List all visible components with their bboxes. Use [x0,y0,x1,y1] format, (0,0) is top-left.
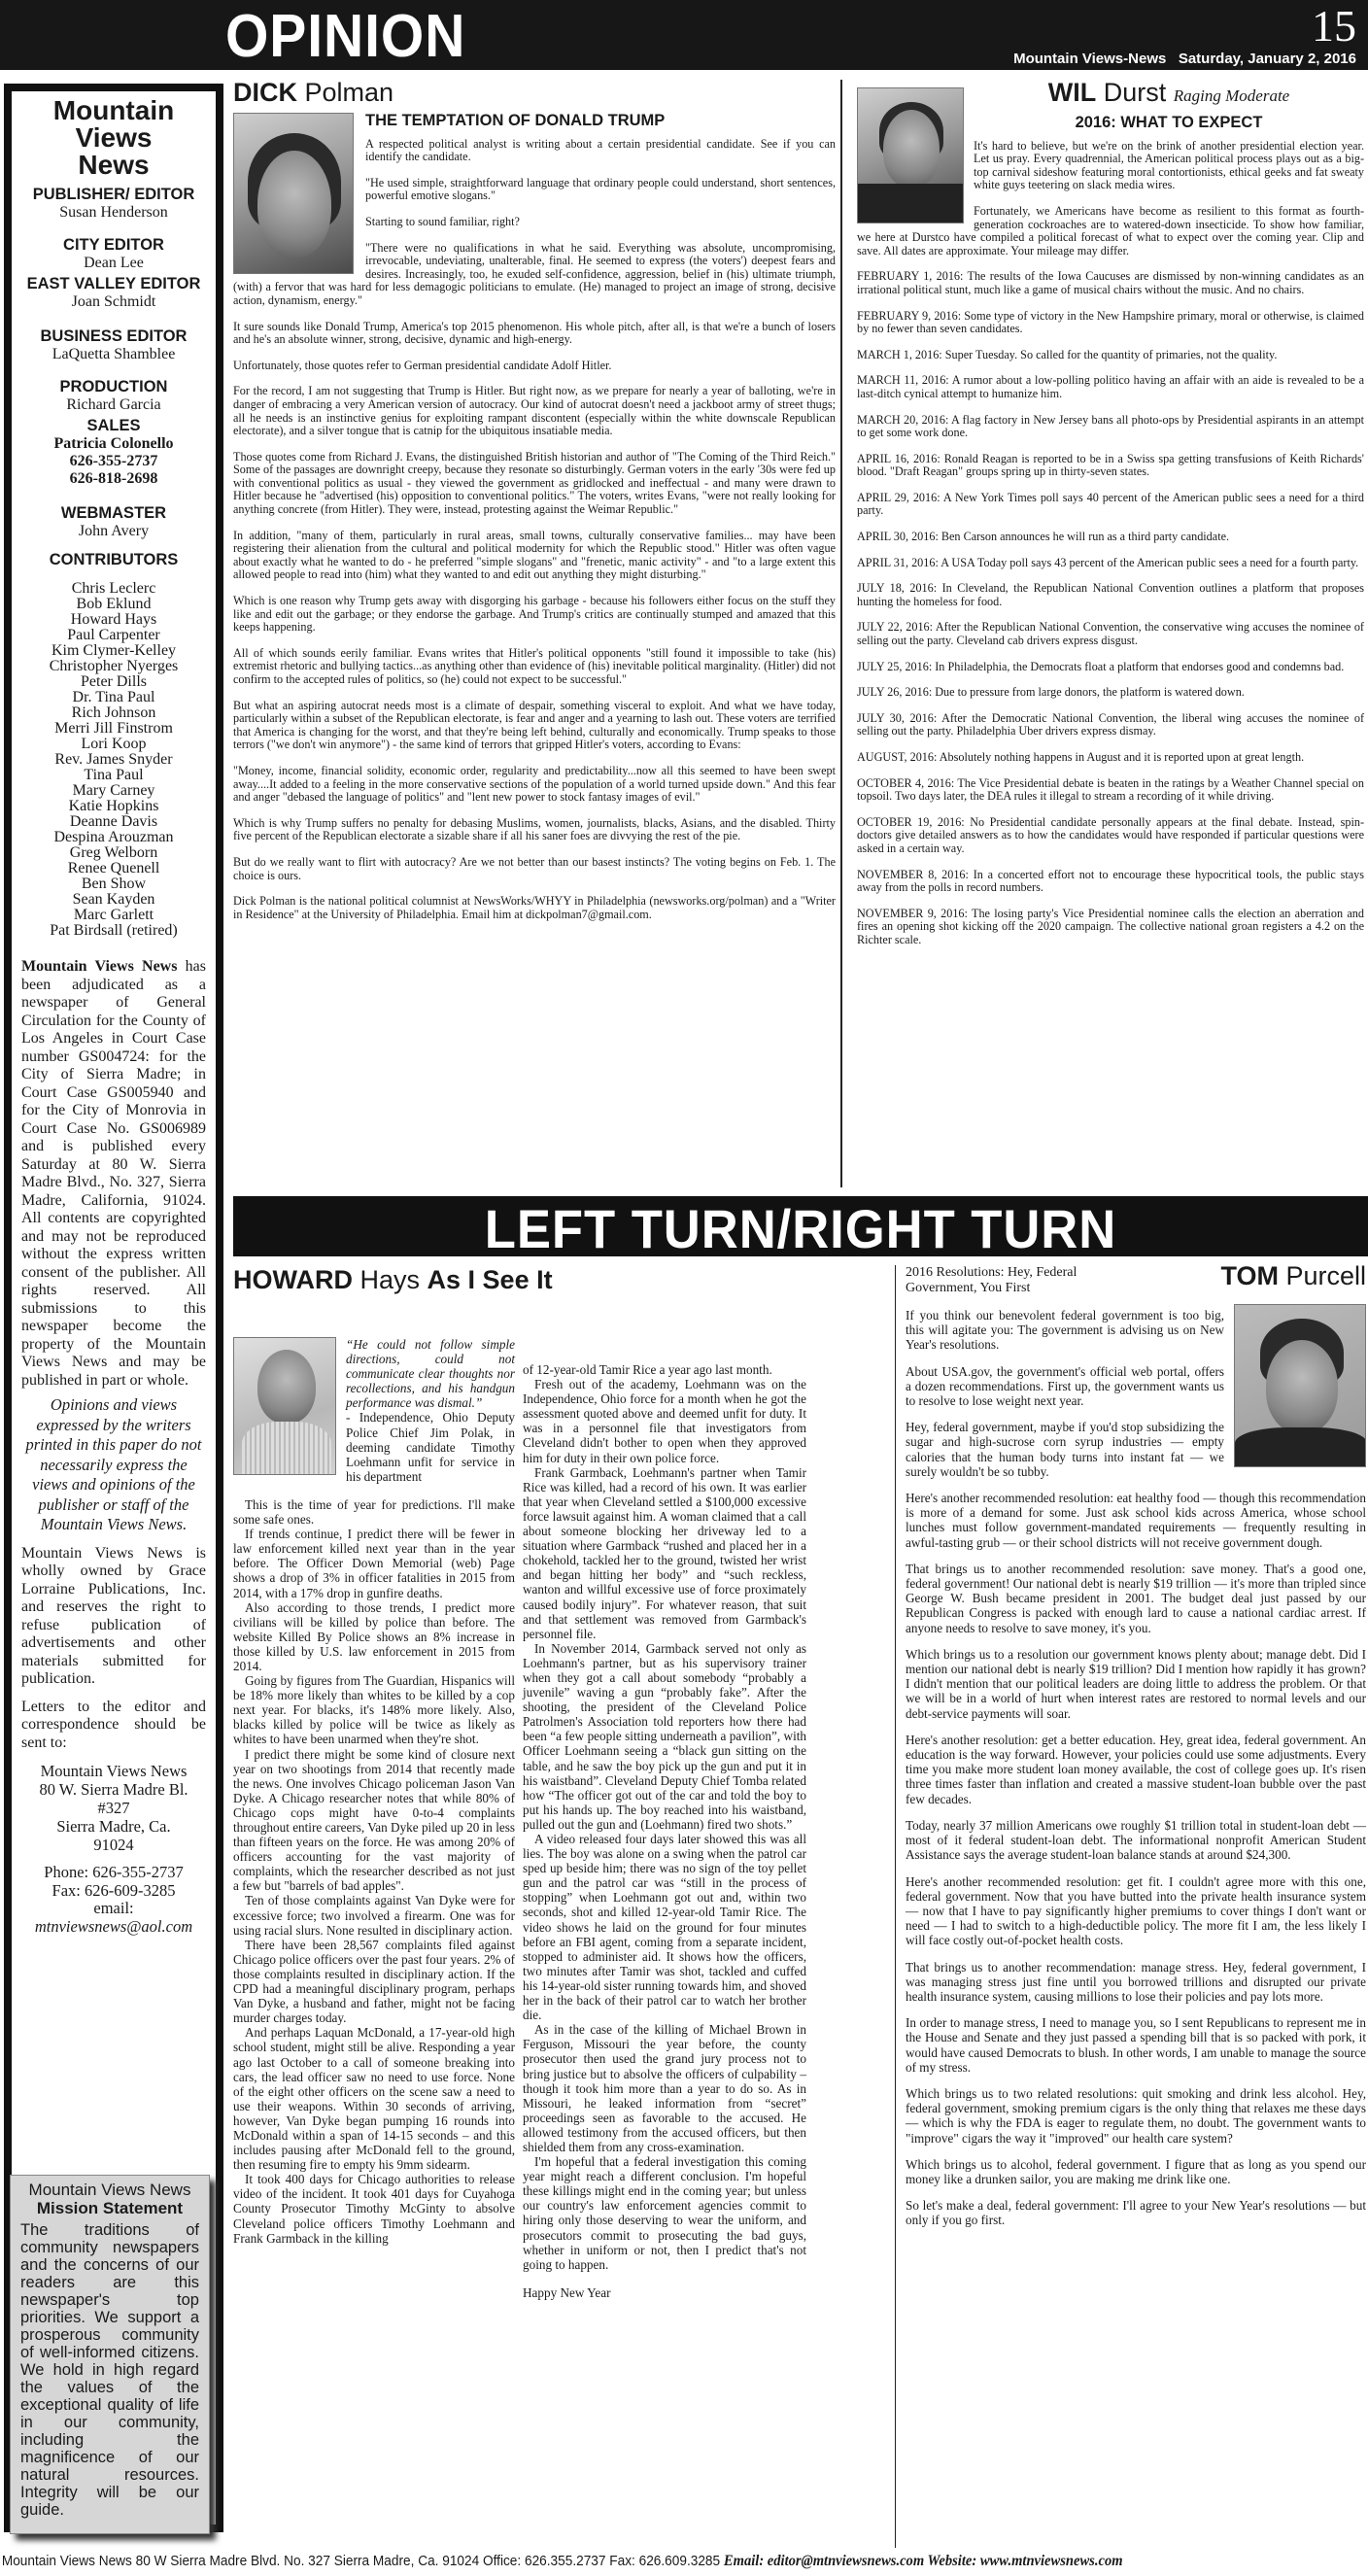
paragraph: So let's make a deal, federal government: I'll agree to your New Year's resolutions — but only if you go first. [906,2198,1366,2228]
staff-name: Richard Garcia [66,396,161,413]
ownership-notice: Mountain Views News is wholly owned by Grace Lorraine Publications, Inc. and reserves the right to refuse publication of advertisements and other materials submitted for publication. [21,1544,206,1687]
contributor: Dr. Tina Paul [72,689,155,705]
contributors-list [21,581,206,939]
paper-name-line: Views [75,122,153,153]
contributor: Sean Kayden [72,891,155,908]
hays-col-2 [523,1362,806,2300]
contributor: Despina Arouzman [53,829,174,845]
paragraph: But do we really want to flirt with autocracy? Are we not better than our basest instincts? The voting begins on Feb. 1. The choice is ours. [233,854,836,882]
column-divider [840,80,842,1187]
quote-attribution: - Independence, Ohio Deputy Police Chief Jim Polak, in deeming candidate Timothy Loehmann unfit for service in his department [346,1410,515,1484]
paragraph: I predict there might be some kind of closure next year on two shootings from 2014 that recently made the news. One involves Chicago policeman Jason Van Dyke. A Chicago researcher notes that while 80% of Chicago cops might have 0-to-4 complaints throughout entire careers, Van Dyke piled up 20 in less than fifteen years on the force. He was among 20% of officers accounting for the vast majority of complaints, which the researcher described as not just a few but "barrels of bad apples". [233,1746,515,1894]
page-number: 15 [1312,1,1356,51]
address-line: 80 W. Sierra Madre Bl. [39,1780,188,1799]
paragraph: Starting to sound familiar, right? [365,214,520,228]
legal-notice-text: has been adjudicated as a newspaper of General Circulation for the County of Los Angeles in Court Case number GS004724: for the City of Sierra Madre; in Court Case GS005940 and for the City of Monrovia in Court Case No. GS006989 and is published every Saturday at 80 W. Sierra Madre Blvd., No. 327, Sierra Madre, California, 91024. All contents are copyrighted and may not be reproduced without the express written consent of the publisher. All rights reserved. All submissions to this newspaper become the property of the Mountain Views News and may be published in part or whole. [21,958,206,1389]
contributor: Rich Johnson [71,704,156,721]
contact-info [21,1864,206,1936]
paragraph: It took 400 days for Chicago authorities to release video of the incident. It took 401 days for Cuyahoga County Prosecutor Timothy McGinty to absolve Cleveland police officers Timothy Loehmann and Frank Garmback in the killing [233,2172,515,2246]
paragraph: In order to manage stress, I need to manage you, so I sent Republicans to represent me in the House and Senate and they just passed a spending bill that is so packed with pork, it would have caused Democrats to blush. In other words, I am unable to manage the source of my stress. [906,2015,1366,2075]
paragraph: MARCH 11, 2016: A rumor about a low-polling politico having an affair with an aide is revealed to be a last-ditch cynical attempt to humanize him. [857,373,1364,400]
purcell-byline [1220,1261,1366,1290]
paragraph: Those quotes come from Richard J. Evans, the distinguished British historian and author of "The Coming of the Third Reich." Some of the passages are downright creepy, because they resonate so disturbingly. German voters in the early '30s were fed up with conventional politics as usual - they viewed the government as gridlocked and ineffectual - and many were drawn to Hitler because he "advertised (his) opposition to conventional politics." The voters, writes Evans, "were not really looking for anything concrete (from Hitler). They were, instead, protesting against the Weimar Republic." [233,449,836,517]
purcell-column [906,1263,1366,2228]
footer-email-website[interactable]: Email: editor@mtnviewsnews.com Website: www.mtnviewsnews.com [723,2553,1123,2569]
staff-role: WEBMASTER [60,504,167,522]
staff-name: LaQuetta Shamblee [51,346,176,362]
paragraph: APRIL 16, 2016: Ronald Reagan is reported to be in a Swiss spa getting transfusions of Keith Richards' blood. "Draft Reagan" groups spring up in thirty-seven states. [857,451,1364,479]
byline-first: HOWARD [233,1265,353,1294]
paragraph: There have been 28,567 complaints filed against Chicago police officers over the past four years. 2% of those complaints resulted in disciplinary action. If the CPD had a meaningful disciplinary program, perhaps Van Dyke, a husband and father, might not be facing murder charges today. [233,1937,515,2026]
paragraph: APRIL 31, 2016: A USA Today poll says 43 percent of the American public sees a need for a fourth party. [857,555,1359,569]
hays-column [233,1265,816,2300]
paragraph: Which brings us to alcohol, federal government. I figure that as long as you spend our money like a drunken sailor, you are making me drink like one. [906,2156,1366,2186]
contributor: Peter Dills [81,673,147,690]
paragraph: AUGUST, 2016: Absolutely nothing happens in August and it is reported upon at great length. [857,750,1305,764]
paragraph: Unfortunately, those quotes refer to German presidential candidate Adolf Hitler. [233,358,612,372]
staff-box [12,91,216,2524]
byline-first: DICK [233,78,297,107]
purcell-header [906,1263,1366,1302]
paragraph: Ten of those complaints against Van Dyke were for excessive force; two involved a firearm. One was for using racial slurs. None resulted in disciplinary action. [233,1893,515,1938]
paragraph: Which brings us to two related resolutions: quit smoking and drink less alcohol. Hey, federal government, smoking premium cigars is the only thing that relaxes me these days — which is why the FDA is eager to regulate them, no doubt. The government wants to "improve" cigars the way it "improved" our health care system? [906,2085,1366,2146]
legal-notice-lead: Mountain Views News [21,958,178,975]
staff-name: John Avery [78,523,150,539]
byline-last: Durst [1096,78,1174,107]
durst-photo [857,87,964,223]
paragraph: Hey, federal government, maybe if you'd stop subsidizing the sugar and high-sucrose corn syrup industries — empty calories that the human body turns into instant fat — we surely wouldn't be so tubby. [906,1420,1224,1479]
section-title: OPINION [225,3,466,70]
byline-last: Polman [297,78,394,107]
paragraph: And perhaps Laquan McDonald, a 17-year-old high school student, might still be alive. Responding a year ago last October to a call of someone breaking into cars, the lead officer saw no need to use force. None of the eight other officers on the scene saw a need to use their weapons. Within 30 seconds of arriving, however, Van Dyke began pumping 16 rounds into McDonald within a span of 14-15 seconds – and this includes pausing after McDonald fell to the ground, then resuming fire to empty his 9mm sidearm. [233,2025,515,2173]
paper-name-line: News [78,150,150,180]
contributor: Kim Clymer-Kelley [51,642,177,659]
paragraph: Here's another recommended resolution: eat healthy food — though this recommendation is more of a demand for some. Just ask school kids across America, whose school lunches must follow government-mandated requirements — frequently resulting in awful-tasting grub — or their school districts will not receive government dough. [906,1491,1366,1550]
hays-col-1 [233,1327,515,2246]
paragraph: That brings us to another recommendation: manage stress. Hey, federal government, I was managing stress just fine until you borrowed trillions and disrupted our private health insurance system, causing millions to lose their policies and pay lots more. [906,1959,1366,2004]
legal-notice [21,958,206,1390]
email-link[interactable]: mtnviewsnews@aol.com [34,1916,193,1936]
staff-phone: 626-818-2698 [69,470,158,487]
paragraph: For the record, I am not suggesting that Trump is Hitler. But right now, as we prepare for nearly a year of balloting, we're in danger of embracing a very American version of autocracy. Our kind of autocrat doesn't need a jackboot army of street thugs; all he needs is an instinctive genius for exploiting rampant discontent (especially within the white downscale Republican electorate), and a silver tongue that is catnip for the ubiquitous insatiable media. [233,384,836,438]
paragraph: Which is why Trump suffers no penalty for debasing Muslims, women, journalists, blacks, Asians, and the disabled. Thirty five percent of the Republican electorate a sizable share if all his saner foes are divvying the rest of the pie. [233,815,836,843]
paragraph: This is the time of year for predictions. I'll make some safe ones. [233,1496,515,1528]
byline-last: Purcell [1278,1261,1366,1290]
contributor: Rev. James Snyder [54,751,173,768]
polman-headline: THE TEMPTATION OF DONALD TRUMP [365,112,666,129]
contributor: Merri Jill Finstrom [54,720,173,737]
staff-name: Susan Henderson [59,204,168,221]
author-bio: Dick Polman is the national political columnist at NewsWorks/WHYY in Philadelphia (newsworks.org/polman) and a "Writer in Residence" at the University of Philadelphia. Email him at dickpolman7@gmail.com. [233,894,836,921]
byline-first: TOM [1220,1261,1279,1290]
paragraph: of 12-year-old Tamir Rice a year ago last month. [523,1362,772,1377]
section-banner [233,1196,1368,1259]
contributor: Renee Quenell [67,860,160,876]
fax-number: Fax: 626-609-3285 [51,1880,176,1900]
paragraph: But what an aspiring autocrat needs most is a climate of despair, something visceral to exploit. And what we have today, particularly within a subset of the Republican electorate, is fear and anger and a yearning to lash out. These voters are terrified that America is changing for the worst, and that they're being left behind, culturally and economically. Trump speaks to those terrors ("we don't win anymore") - the same kind of terrors that gripped Hitler's voters, according to Evans: [233,698,836,752]
paragraph: In November 2014, Garmback served not only as Loehmann's partner, but as his supervisory trainer when they got a call about somebody “probably a juvenile” waving a gun “probably fake”. After the shooting, the president of the Cleveland Police Patrolmen's Association told reporters how there had been “a few people sitting underneath a pavilion”, with Officer Loehmann seeing a “black gun sitting on the table, and he saw the boy pick up the gun and put it in his waistband”. Cleveland Deputy Chief Tomba related how “The officer got out of the car and told the boy to put his hands up. The boy reached into his waistband, pulled out the gun and (Loehmann) fired two shots.” [523,1640,806,1832]
address-line: Mountain Views News [40,1762,188,1780]
paragraph: Here's another recommended resolution: get fit. I couldn't agree more with this one, federal government. Now that you have butted into the private health insurance system — now that I have to pay significantly higher premiums to cover things I don't want or need — I had to switch to a high-deductible policy. The more fit I am, the less likely I will face costly out-of-pocket health costs. [906,1873,1366,1948]
address-line: #327 [97,1799,130,1817]
byline-tagline: Raging Moderate [1173,86,1290,105]
address-line: Sierra Madre, Ca. [56,1817,171,1836]
mission-statement-box [10,2175,210,2534]
paragraph: Fortunately, we Americans have become as resilient to this format as fourth-generation cockroaches are to watered-down insecticide. To show how familiar, we here at Durstco have compiled a political forecast of what to expect over the coming year. Clip and save. All dates are approximate. Your mileage may differ. [857,203,1364,258]
page-footer [0,2553,1245,2576]
staff-role: CITY EDITOR [63,236,164,254]
paragraph: A respected political analyst is writing about a certain presidential candidate. See if you can identify the candidate. [365,136,836,164]
staff-role: PUBLISHER/ EDITOR [32,186,195,203]
contributor: Deanne Davis [69,813,158,830]
footer-paper-name: Mountain Views News [1,2553,132,2569]
spacer [523,2272,806,2285]
masthead [0,0,1368,70]
letters-notice: Letters to the editor and correspondence should be sent to: [21,1698,206,1751]
contributor: Chris Leclerc [71,580,156,597]
hays-photo [233,1337,336,1475]
hays-byline [233,1265,816,1294]
contributor: Bob Eklund [76,596,152,612]
paragraph: About USA.gov, the government's official web portal, offers a dozen recommendations. First up, the government wants us to resolve to lose weight next year. [906,1363,1224,1409]
contributor: Greg Welborn [69,844,158,861]
paragraph: A video released four days later showed this was all lies. The boy was alone on a swing when the patrol car sped up beside him; there was no sign of the toy pellet gun and the patrol car was “still in the process of stopping” when Loehmann got out and, within two seconds, shot and killed 12-year-old Tamir Rice. The video shows he laid on the ground for four minutes before an FBI agent, coming from a separate incident, stopped to administer aid. It shows how the officers, two minutes after Tamir was shot, tackled and cuffed his 14-year-old sister running towards him, and shoved her in the back of their patrol car to watch her brother die. [523,1832,806,2023]
contributor: Paul Carpenter [67,627,160,643]
staff-role: BUSINESS EDITOR [40,327,188,345]
paragraph: All of which sounds eerily familiar. Evans writes that Hitler's political opponents "still found it impossible to take (his) extremist rhetoric and bullying tactics...as anything other than evidence of (his) inevitable political marginality. (Hitler) did not confirm to the accepted rules of politics, so (he) could not expect to be successful." [233,645,836,686]
staff-role: CONTRIBUTORS [49,551,179,568]
paragraph: JULY 30, 2016: After the Democratic National Convention, the liberal wing accuses the nominee of selling out the party. Philadelphia Uber drivers express dismay. [857,710,1364,738]
paragraph: Also according to those trends, I predict more civilians will be killed by police than before. The website Killed By Police shows an 8% increase in those killed by U.S. law enforcement in 2015 from 2014. [233,1599,515,1673]
column-divider [895,1265,896,2548]
paragraph: It sure sounds like Donald Trump, America's top 2015 phenomenon. His whole pitch, after all, is that we're a bunch of losers and he's an absolute winner, strong, decisive, dynamic and high-energy. [233,319,836,347]
paragraph: "There were no qualifications in what he said. Everything was absolute, uncompromising, irrevocable, undeviating, unalterable, final. He seemed to express (the voters') deepest fears and desires. Increasingly, too, he exuded self-confidence, aggression, belief in (his) ultimate triumph, (with) a fervor that was hard for less demagogic politicians to emulate. (He) managed to project an image of strong, decisive action, dynamism, energy." [233,240,836,307]
phone-number: Phone: 626-355-2737 [44,1863,184,1881]
paragraph: FEBRUARY 1, 2016: The results of the Iowa Caucuses are dismissed by non-winning candidates as an irrational political stunt, much like a game of musical chairs without the music. And no chairs. [857,269,1364,296]
mission-text: The traditions of community newspapers and the concerns of our readers are this newspaper's top priorities. We support a prosperous community of well-informed citizens. We hold in high regard the values of the exceptional quality of life in our community, including the magnificence of our natural resources. Integrity will be our guide. [20,2221,199,2519]
polman-column [233,78,836,934]
mission-subtitle: Mission Statement [36,2199,184,2217]
paragraph: APRIL 29, 2016: A New York Times poll says 40 percent of the American public sees a need for a third party. [857,490,1364,518]
purcell-photo [1234,1304,1366,1467]
paragraph: JULY 22, 2016: After the Republican National Convention, the conservative wing accuses the nominee of selling out the party. Cleveland cab drivers express disgust. [857,620,1364,648]
polman-photo [233,113,354,274]
staff-role: SALES [86,417,141,434]
contributor: Howard Hays [70,611,157,628]
paragraph: I'm hopeful that a federal investigation this coming year might reach a different conclusion. I'm hopeful these killings might end in the coming year; but unless our country's law enforcement agencies commit to hiring only those deserving to wear the uniform, and prosecutors commit to prosecuting the bad guys, whether in uniform or not, then I predict that's not going to happen. [523,2154,806,2272]
paragraph: OCTOBER 19, 2016: No Presidential candidate personally appears at the final debate. Instead, spin-doctors give detailed answers as to how the candidates would have responded if particular questions were asked in a certain way. [857,814,1364,855]
contributor: Tina Paul [84,767,144,783]
mailing-address [21,1762,206,1854]
paragraph: Which brings us to a resolution our government knows plenty about; manage debt. Did I mention our national debt is nearly $19 trillion? Did I mention how rapidly it has grown? I didn't mention that our political leaders are doing little to address the problem. Or that we will be in a world of hurt when interest rates are restored to normal levels and our debt-service payments will soar. [906,1646,1366,1721]
pull-quote: “He could not follow simple directions, could not communicate clear thoughts nor recollections, and his handgun performance was dismal.” [346,1337,515,1411]
dateline: Mountain Views-News Saturday, January 2, 2016 [1013,51,1356,67]
paragraph: If trends continue, I predict there will be fewer in law enforcement killed next year than in the year before. The Officer Down Memorial (web) Page shows a drop of 3% in officer fatalities in 2015 from 2014, with a 17% drop in gunfire deaths. [233,1527,515,1600]
contributor: Christopher Nyerges [49,658,179,674]
paragraph: Which is one reason why Trump gets away with disgorging his garbage - because his followers either focus on the stuff they like and edit out the garbage; or they endorse the garbage. And Trump's critics are continually stumped and amazed that this keeps happening. [233,594,836,635]
staff-name: Joan Schmidt [71,293,156,310]
paragraph: APRIL 30, 2016: Ben Carson announces he will run as a third party candidate. [857,530,1230,544]
paragraph: JULY 25, 2016: In Philadelphia, the Democrats float a platform that endorses good and condemns bad. [857,659,1345,673]
paragraph: JULY 18, 2016: In Cleveland, the Republican National Convention outlines a platform that proposes hunting the homeless for food. [857,581,1364,608]
paragraph: That brings us to another recommended resolution: save money. That's a good one, federal government! Our national debt is nearly $19 trillion — it's more than tripled since George W. Bush became president in 2001. The budget deal just passed by our Republican Congress is packed with enough lard to cause a national cardiac arrest. If anyone needs to resolve to save money, it's you. [906,1561,1366,1635]
contributor: Katie Hopkins [68,798,159,814]
paragraph: NOVEMBER 8, 2016: In a concerted effort not to encourage these hypocritical tools, the public stays away from the polls in record numbers. [857,867,1364,895]
staff-phone: 626-355-2737 [69,453,158,469]
paragraph: "Money, income, financial solidity, economic order, regularity and predictability...now all this seemed to have been swept away....It added to a feeling in the more conservative sections of the population of a world turned upside down." And this fear and anger "debased the language of politics" and "lent new power to stock fantasy images of evil." [233,763,836,805]
paragraph: OCTOBER 4, 2016: The Vice Presidential debate is beaten in the ratings by a Weather Channel special on topsoil. Two days later, the DEA rules it illegal to stream a recording of it while driving. [857,775,1364,804]
durst-headline: 2016: WHAT TO EXPECT [1075,114,1263,131]
paragraph: As in the case of the killing of Michael Brown in Ferguson, Missouri the year before, the county prosecutor then used the grand jury process not to bring justice but to absolve the officers of culpability – though it took him more than a year to do so. As in Missouri, he leaked information from “secret” proceedings seen as favorable to the accused. He allowed testimony from the accused officers, but then shielded them from any cross-examination. [523,2022,806,2154]
column-name: As I See It [427,1265,553,1294]
paragraph: Fresh out of the academy, Loehmann was on the Independence, Ohio force for a month when he got the assessment quoted above and deemed unfit for duty. It was in a personnel file that investigators from Cleveland didn't bother to open when they approved him for duty in their own police force. [523,1377,806,1465]
contributor: Marc Garlett [73,907,154,923]
contributor: Lori Koop [81,736,147,752]
paragraph: MARCH 20, 2016: A flag factory in New Jersey bans all photo-ops by Presidential aspirants in an attempt to get some work done. [857,412,1364,440]
paragraph: Frank Garmback, Loehmann's partner when Tamir Rice was killed, had a record of his own. It was earlier that year when Cleveland settled a $100,000 excessive force lawsuit against him. A woman claimed that a call about someone blocking her driveway led to a situation where Garmback “rushed and placed her in a chokehold, tackled her to the ground, twisted her wrist and began hitting her body” and “such reckless, wanton and willful excessive use of force proximately caused bodily injury”. For whatever reason, that suit and that settlement was removed from Garmback's personnel file. [523,1464,806,1641]
polman-byline [233,78,836,107]
paper-name [21,97,206,179]
durst-column [857,78,1364,960]
banner-title: LEFT TURN/RIGHT TURN [484,1198,1117,1259]
paragraph: NOVEMBER 9, 2016: The losing party's Vice Presidential nominee calls the election an aberration and fires an opening shot kicking off the 2020 campaign. The collective national groan registers a 4.2 on the Richter scale. [857,906,1364,946]
contributor: Ben Show [81,876,147,892]
email-label: email: [93,1899,134,1917]
paragraph: Here's another resolution: get a better education. Hey, great idea, federal government. An education is the way forward. However, your policies could use some adjustments. Every time you make more student loan money available, the cost of college goes up. It's risen three times faster than inflation and created a massive student-loan bubble over the past few decades. [906,1732,1366,1806]
staff-name: Patricia Colonello [53,435,174,452]
paragraph: JULY 26, 2016: Due to pressure from large donors, the platform is watered down. [857,685,1245,700]
byline-last: Hays [353,1265,428,1294]
opinion-disclaimer: Opinions and views expressed by the writers printed in this paper do not necessarily express the views and opinions of the publisher or staff of the Mountain Views News. [25,1395,202,1533]
staff-role: PRODUCTION [59,378,168,395]
address-line: 91024 [93,1836,134,1854]
paragraph: In addition, "many of them, particularly in rural areas, small towns, culturally conservative families... may have been registering their alienation from the cultural and political modernity for which the Republic stood." Hitler was often vague about exactly what he wanted to do - he preferred "simple slogans" and "frenetic, manic activity" - and "to a large extent this allowed people to read into (him) what they wanted to and edit out anything they might disturbing." [233,528,836,582]
staff-sidebar [4,84,223,2532]
paragraph: "He used simple, straightforward language that ordinary people could understand, short sentences, powerful emotive slogans." [365,175,836,203]
mission-title: Mountain Views News [28,2181,191,2199]
paragraph: It's hard to believe, but we're on the brink of another presidential election year. Let us pray. Every quadrennial, the American political process plays out as a big-top carnival sideshow featuring moral contortionists, ethical geeks and fat sweaty white guys teetering on slack media wires. [974,138,1364,192]
paragraph: Going by figures from The Guardian, Hispanics will be 18% more likely than whites to be killed by a cop next year. For blacks, it's 148% more likely. Also, blacks killed by police will be twice as likely as whites to have been unarmed when they're shot. [233,1673,515,1747]
staff-role: EAST VALLEY EDITOR [26,275,201,292]
paragraph: If you think our benevolent federal government is too big, this will agitate you: The government is advising us on New Year's resolutions. [906,1308,1224,1353]
footer-address: 80 W Sierra Madre Blvd. No. 327 Sierra Madre, Ca. 91024 Office: 626.355.2737 Fax: 626.609.3285 [131,2553,724,2569]
paragraph: Today, nearly 37 million Americans owe roughly $1 trillion total in student-loan debt — most of it federal student-loan debt. The informational nonprofit American Student Assistance says the average student-loan balance stands at around $24,300. [906,1817,1366,1863]
byline-first: WIL [1047,78,1097,107]
contributor: Pat Birdsall (retired) [50,922,178,939]
staff-name: Dean Lee [84,255,144,271]
sign-off: Happy New Year [523,2284,611,2300]
paragraph: FEBRUARY 9, 2016: Some type of victory in the New Hampshire primary, moral or otherwise, is claimed by no fewer than seven candidates. [857,308,1364,336]
paper-name-line: Mountain [52,95,175,125]
paragraph: MARCH 1, 2016: Super Tuesday. So called for the quantity of primaries, not the quality. [857,347,1278,361]
contributor: Mary Carney [72,782,155,799]
purcell-headline: 2016 Resolutions: Hey, Federal Government, You First [906,1265,1077,1295]
